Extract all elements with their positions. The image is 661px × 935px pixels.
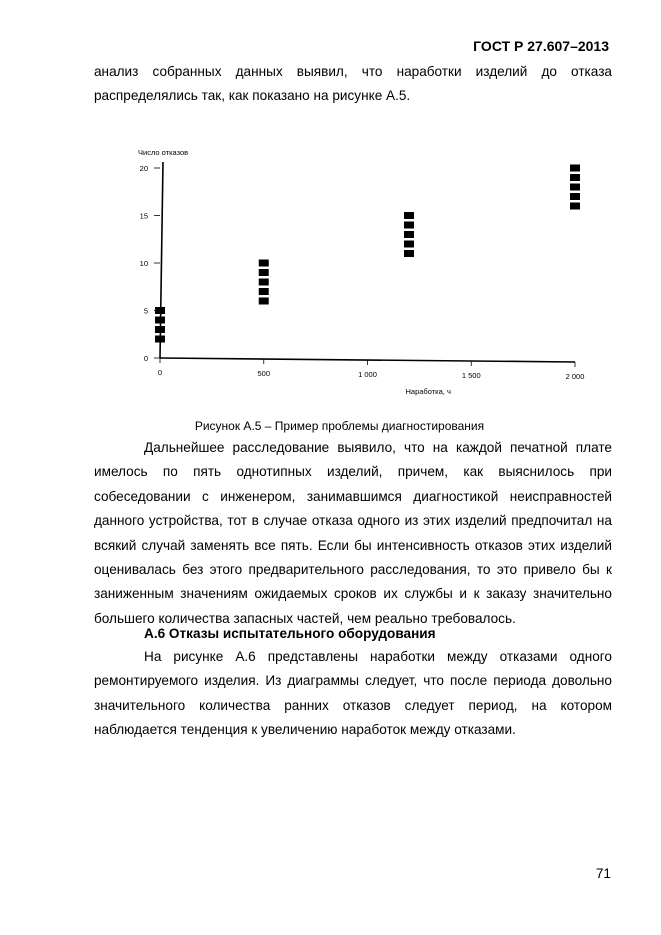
figure-caption: Рисунок А.5 – Пример проблемы диагностирования — [194, 419, 485, 433]
y-tick-label: 5 — [143, 306, 148, 316]
data-point — [155, 326, 165, 333]
data-point — [404, 231, 414, 238]
x-tick-label: 1 000 — [358, 370, 377, 379]
x-axis-title: Наработка, ч — [405, 387, 451, 396]
data-point — [404, 212, 414, 219]
y-tick-label: 10 — [139, 259, 148, 268]
figure-a5-scatter-chart — [120, 140, 600, 405]
page-number: 71 — [595, 866, 611, 881]
data-point — [259, 279, 269, 286]
data-point — [259, 288, 269, 295]
section-heading: А.6 Отказы испытательного оборудования — [144, 626, 436, 641]
y-axis-title: Число отказов — [138, 148, 189, 157]
data-point — [570, 203, 580, 210]
body-paragraph: Дальнейшее расследование выявило, что на каждой печатной плате имелось по пять однотипных изделий, причем, как выяснилось при собеседовании с инженером, занимавшимся диагностикой неисправностей данного устройства, тот в случае отказа одного из этих изделий предпочитал на всякий случай заменять все пять. Если бы интенсивность отказов этих изделий оценивалась без этого предварительного расследования, то это привело бы к заниженным значениям ожидаемых сроков их службы и к заказу значительно большего количества запасных частей, чем реально требовалось. — [94, 440, 612, 626]
data-point — [404, 222, 414, 229]
document-code-header: ГОСТ Р 27.607–2013 — [473, 38, 609, 54]
data-point — [570, 165, 580, 172]
data-point — [259, 298, 269, 305]
data-point — [404, 241, 414, 248]
data-point — [259, 260, 269, 267]
data-point — [259, 269, 269, 276]
x-tick-label: 500 — [257, 369, 271, 378]
data-point — [404, 250, 414, 257]
data-point — [155, 307, 165, 314]
data-point — [155, 317, 165, 324]
y-tick-label: 15 — [139, 211, 148, 221]
data-point — [570, 174, 580, 181]
y-tick-label: 20 — [139, 164, 148, 173]
section-paragraph: На рисунке А.6 представлены наработки между отказами одного ремонтируемого изделия. Из диаграммы следует, что после периода довольно значительного количества ранних отказов следует период, на котором наблюдается тенденция к увеличению наработок между отказами. — [94, 649, 612, 738]
data-point — [570, 193, 580, 200]
x-tick-label: 0 — [157, 368, 163, 377]
x-tick-label: 1 500 — [461, 371, 481, 380]
intro-paragraph: анализ собранных данных выявил, что наработки изделий до отказа распределялись так, как показано на рисунке А.5. — [94, 64, 612, 104]
x-tick-label: 2 000 — [565, 372, 585, 381]
y-tick-label: 0 — [143, 354, 148, 363]
data-point — [155, 336, 165, 343]
data-point — [570, 184, 580, 191]
